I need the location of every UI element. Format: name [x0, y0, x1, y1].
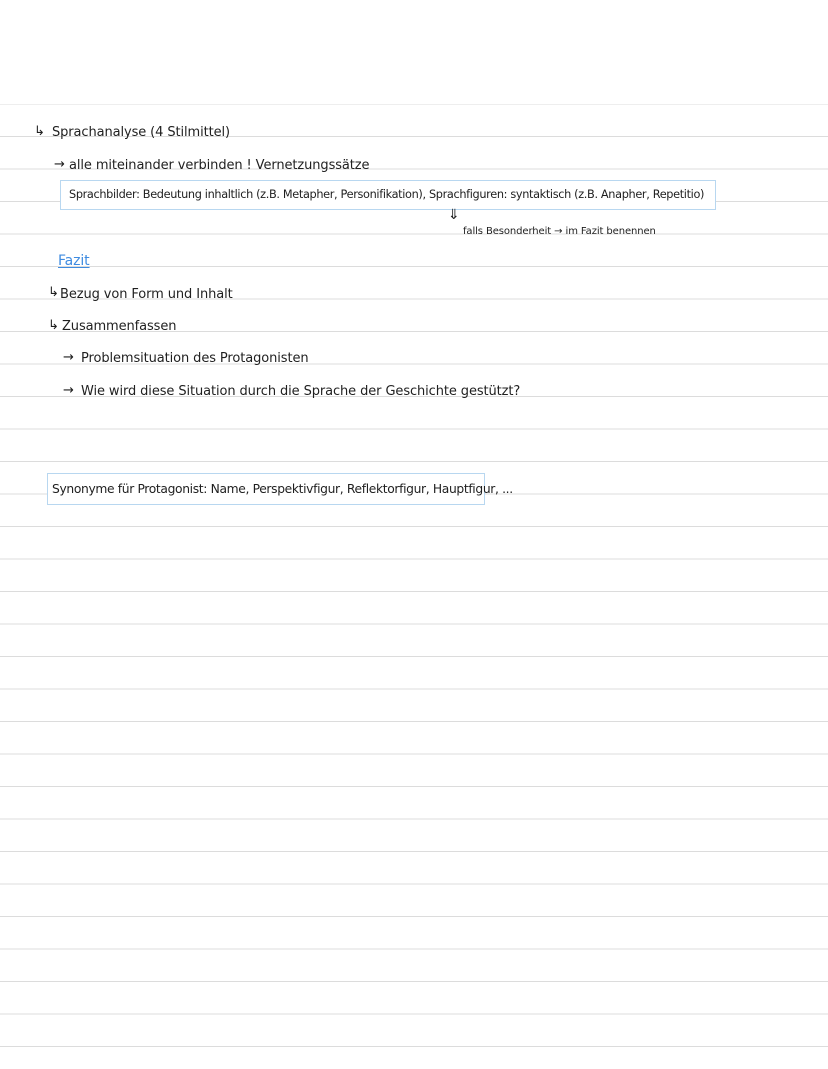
- line-sprachbilder: Sprachbilder: Bedeutung inhaltlich (z.B. Metapher, Personifikation), Sprachfiguren: syntaktisch (z.B. Anapher, Repetitio): [69, 188, 705, 201]
- line-besonderheit: falls Besonderheit → im Fazit benennen: [463, 226, 656, 237]
- arrow-right-icon: →: [54, 157, 65, 172]
- line-problemsituation: Problemsituation des Protagonisten: [81, 351, 309, 366]
- bullet-hook-icon: ↳: [34, 124, 45, 139]
- arrow-right-icon: →: [63, 383, 74, 398]
- heading-fazit: Fazit: [58, 253, 90, 269]
- synonyme-box: [47, 473, 513, 505]
- line-frage: Wie wird diese Situation durch die Sprache der Geschichte gestützt?: [81, 384, 521, 399]
- double-arrow-down-icon: ⇓: [448, 207, 460, 223]
- line-synonyme: Synonyme für Protagonist: Name, Perspektivfigur, Reflektorfigur, Hauptfigur, ...: [52, 482, 513, 496]
- line-bezug: Bezug von Form und Inhalt: [60, 287, 233, 302]
- line-sprachanalyse: Sprachanalyse (4 Stilmittel): [52, 125, 230, 140]
- line-zusammenfassen: Zusammenfassen: [62, 319, 177, 334]
- sprachbilder-box: [60, 180, 716, 210]
- bullet-hook-icon: ↳: [48, 318, 59, 333]
- arrow-right-icon: →: [63, 350, 74, 365]
- bullet-hook-icon: ↳: [48, 285, 59, 300]
- line-verbinden: alle miteinander verbinden ! Vernetzungssätze: [69, 158, 370, 173]
